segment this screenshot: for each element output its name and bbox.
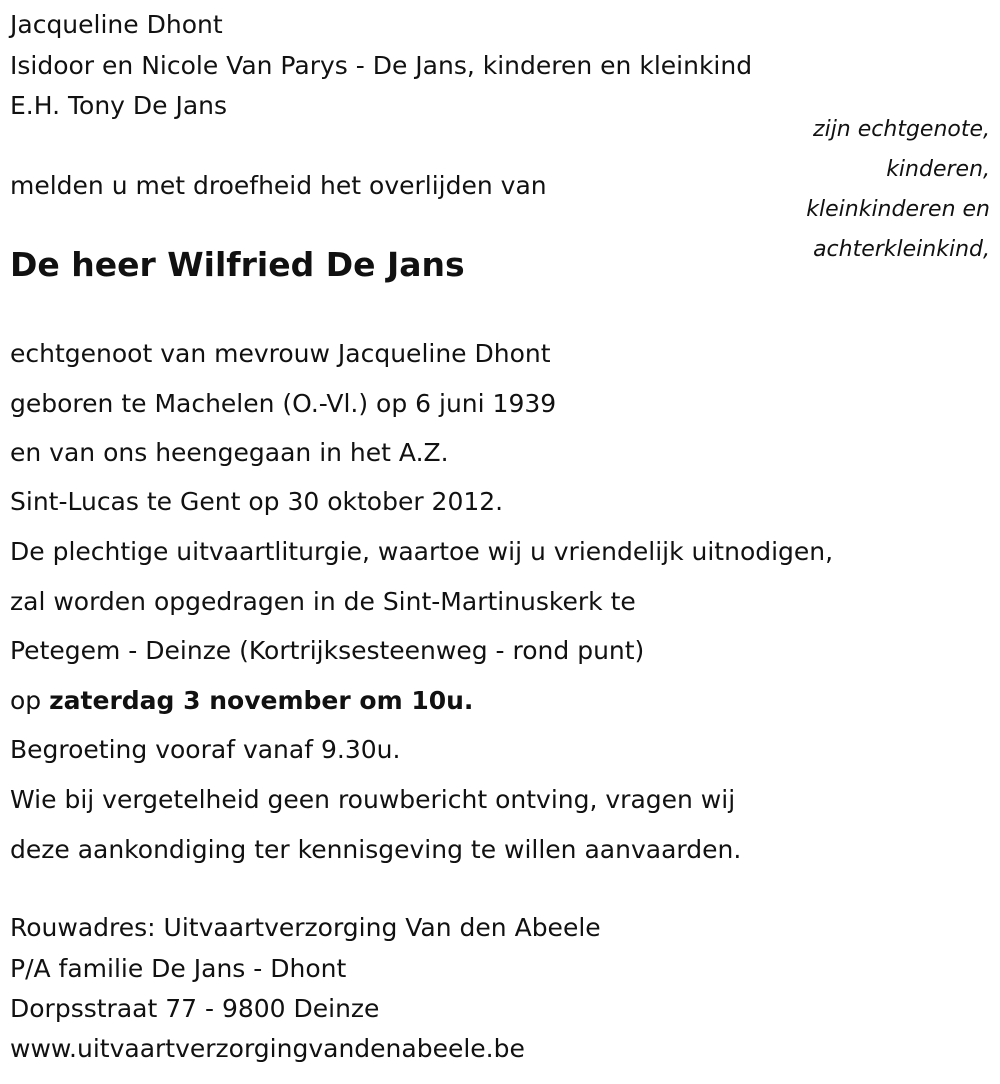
body-line: geboren te Machelen (O.-Vl.) op 6 juni 1939	[10, 389, 557, 418]
body-line: en van ons heengegaan in het A.Z.	[10, 438, 449, 467]
side-note-line: achterkleinkind,	[813, 237, 990, 262]
body-line: Petegem - Deinze (Kortrijksesteenweg - rond punt)	[10, 636, 645, 665]
service-line	[10, 688, 473, 713]
body-line: Begroeting vooraf vanaf 9.30u.	[10, 735, 401, 764]
service-prefix: op	[10, 686, 42, 715]
address-line: P/A familie De Jans - Dhont	[10, 954, 347, 983]
address-line: Dorpsstraat 77 - 9800 Deinze	[10, 994, 380, 1023]
side-note-line: kinderen,	[886, 157, 990, 182]
deceased-name: De heer Wilfried De Jans	[10, 245, 465, 284]
body-line: Wie bij vergetelheid geen rouwbericht ontving, vragen wij	[10, 785, 736, 814]
website-link[interactable]: www.uitvaartverzorgingvandenabeele.be	[10, 1034, 525, 1063]
side-note-line: zijn echtgenote,	[813, 117, 990, 142]
address-line: Rouwadres: Uitvaartverzorging Van den Abeele	[10, 913, 601, 942]
side-note-line: kleinkinderen en	[806, 197, 990, 222]
body-line: echtgenoot van mevrouw Jacqueline Dhont	[10, 339, 551, 368]
announcer-line: E.H. Tony De Jans	[10, 91, 228, 120]
body-line: deze aankondiging ter kennisgeving te willen aanvaarden.	[10, 835, 742, 864]
service-time: zaterdag 3 november om 10u.	[49, 686, 474, 715]
announcer-line: Jacqueline Dhont	[10, 10, 223, 39]
intro-text: melden u met droefheid het overlijden van	[10, 171, 547, 200]
body-line: Sint-Lucas te Gent op 30 oktober 2012.	[10, 487, 504, 516]
body-line: zal worden opgedragen in de Sint-Martinuskerk te	[10, 587, 636, 616]
announcer-line: Isidoor en Nicole Van Parys - De Jans, kinderen en kleinkind	[10, 51, 753, 80]
body-line: De plechtige uitvaartliturgie, waartoe wij u vriendelijk uitnodigen,	[10, 537, 834, 566]
